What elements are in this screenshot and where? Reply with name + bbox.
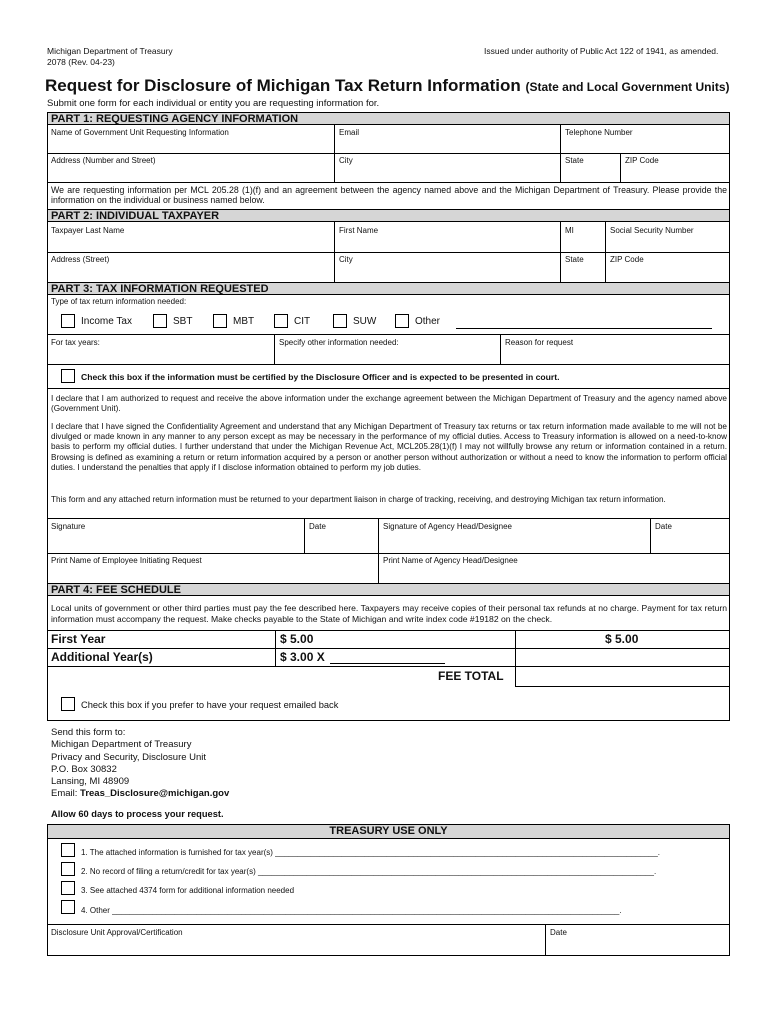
declaration-return: This form and any attached return information must be returned to your department liaison in charge of tracking, receiving, and destroying Michigan tax return information. — [51, 495, 666, 504]
treasury-item4-checkbox[interactable] — [61, 900, 75, 914]
taxpayer-last-name-label: Taxpayer Last Name — [51, 226, 125, 235]
other-tax-input[interactable] — [456, 328, 712, 329]
cit-checkbox[interactable] — [274, 314, 288, 328]
part1-heading: PART 1: REQUESTING AGENCY INFORMATION — [47, 112, 730, 125]
specify-other-label: Specify other information needed: — [279, 338, 399, 347]
income-tax-checkbox[interactable] — [61, 314, 75, 328]
send-line: P.O. Box 30832 — [51, 763, 117, 775]
form-revision: 2078 (Rev. 04-23) — [47, 57, 115, 67]
treasury-item3: 3. See attached 4374 form for additional information needed — [81, 886, 295, 895]
additional-years-label: Additional Year(s) — [51, 650, 153, 664]
taxpayer-ssn-label: Social Security Number — [610, 226, 694, 235]
income-tax-label: Income Tax — [81, 316, 132, 327]
agency-address-label: Address (Number and Street) — [51, 156, 156, 165]
tax-years-label: For tax years: — [51, 338, 100, 347]
first-year-total: $ 5.00 — [605, 632, 639, 646]
agency-state-label: State — [565, 156, 584, 165]
certify-text: Check this box if the information must be certified by the Disclosure Officer and is expected to be presented in court. — [81, 372, 560, 382]
send-line: Privacy and Security, Disclosure Unit — [51, 751, 207, 763]
taxpayer-first-name-label: First Name — [339, 226, 379, 235]
send-line: Michigan Department of Treasury — [51, 739, 192, 751]
taxpayer-address-label: Address (Street) — [51, 255, 110, 264]
part3-heading: PART 3: TAX INFORMATION REQUESTED — [47, 282, 730, 295]
treasury-item2-label: 2. No record of filing a return/credit for tax year(s) — [81, 867, 256, 876]
processing-time: Allow 60 days to process your request. — [51, 809, 224, 819]
suw-checkbox[interactable] — [333, 314, 347, 328]
title-main: Request for Disclosure of Michigan Tax Return Information — [45, 76, 521, 95]
agreement-text: We are requesting information per MCL 205.28 (1)(f) and an agreement between the agency named above and the Michigan Department of Treasury. Please provide the information on the individual or business named below. — [51, 185, 727, 206]
treasury-item1-label: 1. The attached information is furnished for tax year(s) — [81, 848, 273, 857]
authority-text: Issued under authority of Public Act 122 of 1941, as amended. — [484, 46, 719, 56]
declaration-authorized: I declare that I am authorized to request and receive the above information under the exchange agreement between the Michigan Department of Treasury and the agency named above (Government Unit). — [51, 394, 727, 414]
treasury-item2-checkbox[interactable] — [61, 862, 75, 876]
head-signature-date-label: Date — [655, 522, 672, 531]
agency-city-label: City — [339, 156, 353, 165]
additional-years-count-input[interactable] — [330, 663, 445, 664]
treasury-item4: 4. Other __________________________________________________________________________________________________________________. — [81, 906, 622, 915]
agency-phone-label: Telephone Number — [565, 128, 633, 137]
other-tax-checkbox[interactable] — [395, 314, 409, 328]
taxpayer-zip-label: ZIP Code — [610, 255, 644, 264]
taxpayer-city-label: City — [339, 255, 353, 264]
department-name: Michigan Department of Treasury — [47, 46, 173, 56]
send-line: Lansing, MI 48909 — [51, 776, 130, 788]
treasury-item1-checkbox[interactable] — [61, 843, 75, 857]
first-year-label: First Year — [51, 632, 106, 646]
declaration-confidentiality: I declare that I have signed the Confidentiality Agreement and understand that any Michigan Department of Treasury tax returns or tax return information made available to me will not be divulged or made known in any manner to any person except as may be necessary in the performance of my official duties. Access to Treasury information is allowed on a need-to-know basis to perform my official duties. I further understand that under the Michigan Revenue Act, MCL205.28(1)(f) I may not willfully browse any return or information contained in a return. Browsing is defined as examining a return or return information acquired by a person or another person without authorization or without a need to know the information to perform official duties. I understand the penalties that apply if I disclose information obtained to perform my job duties. — [51, 422, 727, 472]
page-title — [45, 76, 730, 96]
title-sub: (State and Local Government Units) — [525, 80, 730, 94]
signature-date-label: Date — [309, 522, 326, 531]
print-head-label: Print Name of Agency Head/Designee — [383, 556, 518, 565]
disclosure-email[interactable]: Treas_Disclosure@michigan.gov — [80, 788, 230, 800]
sbt-checkbox[interactable] — [153, 314, 167, 328]
treasury-item2: 2. No record of filing a return/credit for tax year(s) _________________________________________________________________________________________. — [81, 867, 657, 876]
cit-label: CIT — [294, 316, 311, 327]
email-back-checkbox[interactable] — [61, 697, 75, 711]
fee-description: Local units of government or other third parties must pay the fee described here. Taxpayers may receive copies of their personal tax refunds at no charge. Payment for tax return information must accompany the request. Make checks payable to the State of Michigan and write index code #19182 on the check. — [51, 603, 727, 624]
taxpayer-state-label: State — [565, 255, 584, 264]
reason-label: Reason for request — [505, 338, 574, 347]
taxpayer-mi-label: MI — [565, 226, 574, 235]
send-email-line — [51, 788, 229, 800]
gov-unit-name-label: Name of Government Unit Requesting Information — [51, 128, 229, 137]
instruction-text: Submit one form for each individual or entity you are requesting information for. — [47, 98, 380, 109]
treasury-item4-label: 4. Other — [81, 906, 110, 915]
agency-email-label: Email — [339, 128, 360, 137]
tax-type-label: Type of tax return information needed: — [51, 297, 187, 306]
treasury-heading: TREASURY USE ONLY — [48, 825, 729, 839]
sbt-label: SBT — [173, 316, 193, 327]
certify-checkbox[interactable] — [61, 369, 75, 383]
part1-row-divider — [47, 153, 730, 154]
treasury-item3-checkbox[interactable] — [61, 881, 75, 895]
approval-date-label: Date — [550, 928, 567, 937]
mbt-checkbox[interactable] — [213, 314, 227, 328]
other-tax-label: Other — [415, 316, 441, 327]
print-employee-label: Print Name of Employee Initiating Request — [51, 556, 202, 565]
additional-years-fee: $ 3.00 X — [280, 650, 325, 664]
part4-heading: PART 4: FEE SCHEDULE — [47, 583, 730, 596]
treasury-item1: 1. The attached information is furnished for tax year(s) ______________________________________________________________________________________. — [81, 848, 661, 857]
send-line: Send this form to: — [51, 727, 126, 738]
mbt-label: MBT — [233, 316, 255, 327]
mailing-address — [51, 727, 229, 801]
head-signature-label: Signature of Agency Head/Designee — [383, 522, 512, 531]
first-year-fee: $ 5.00 — [280, 632, 314, 646]
email-back-label: Check this box if you prefer to have your request emailed back — [81, 700, 339, 710]
approval-label: Disclosure Unit Approval/Certification — [51, 928, 183, 937]
email-prefix: Email: — [51, 788, 78, 800]
signature-label: Signature — [51, 522, 86, 531]
suw-label: SUW — [353, 316, 377, 327]
part2-heading: PART 2: INDIVIDUAL TAXPAYER — [47, 209, 730, 222]
fee-total-label: FEE TOTAL — [438, 669, 504, 683]
agency-zip-label: ZIP Code — [625, 156, 659, 165]
